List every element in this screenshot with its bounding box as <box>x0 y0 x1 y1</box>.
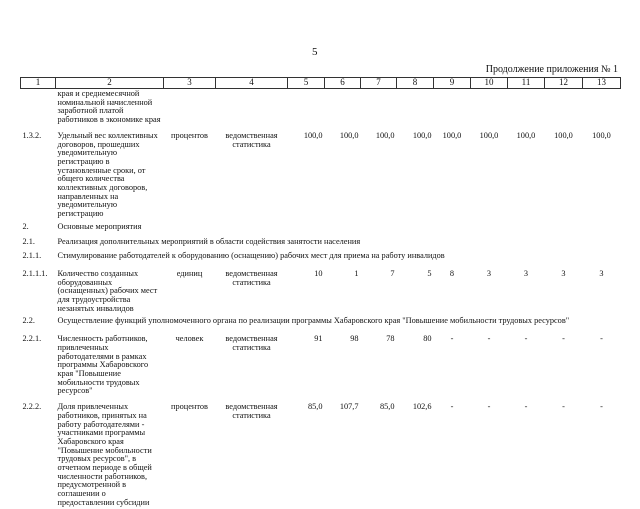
value-cell: 80 <box>423 334 432 344</box>
value-cell: 100,0 <box>375 130 395 140</box>
value-cell <box>325 89 361 126</box>
column-header: 13 <box>583 78 621 89</box>
indicator-row <box>21 397 621 508</box>
section-row <box>21 220 621 235</box>
indicator-name: Доля привлеченных работников, принятых на работу работодателями - участниками программы Хабаровского края "Повышение мобильности трудовых ресурсов", в отчетном периоде в общей численности работников, предусмотренной в соглашении о предоставлении субсидии <box>57 402 152 507</box>
indicator-row <box>21 329 621 397</box>
row-code: 1.3.2. <box>22 130 42 140</box>
value-cell: 100,0 <box>554 130 573 140</box>
value-cell: - <box>487 402 491 412</box>
value-cell: 3 <box>523 268 529 278</box>
row-code: 2. <box>22 221 29 231</box>
value-cell <box>288 89 325 126</box>
indicator-name: Численность работников, привлеченных работодателями в рамках программы Хабаровского края "Повышение мобильности трудовых ресурсов" <box>57 334 149 396</box>
value-cell: 98 <box>350 334 359 344</box>
row-code: 2.2. <box>22 316 35 326</box>
value-cell: 10 <box>314 268 323 278</box>
row-code: 2.1.1.1. <box>22 268 48 278</box>
value-cell: - <box>487 334 491 344</box>
indicator-name: Количество созданных оборудованных (оснащенных) рабочих мест для трудоустройства незанятых инвалидов <box>57 268 158 313</box>
indicator-name: Удельный вес коллективных договоров, прошедших уведомительную регистрацию в установленные сроки, от общего количества коллективных договоров, направленных на уведомительную регистрацию <box>57 130 158 219</box>
column-header: 11 <box>508 78 545 89</box>
column-header: 1 <box>21 78 56 89</box>
value-cell <box>397 89 434 126</box>
section-row <box>21 235 621 250</box>
value-cell: 91 <box>314 334 323 344</box>
value-cell: 107,7 <box>339 402 359 412</box>
source-cell: ведомственная статистика <box>225 130 278 149</box>
indicator-row <box>21 126 621 220</box>
value-cell: - <box>524 334 528 344</box>
value-cell: - <box>562 402 565 412</box>
value-cell: - <box>562 334 565 344</box>
column-header: 7 <box>361 78 397 89</box>
value-cell <box>583 89 621 126</box>
value-cell <box>471 89 508 126</box>
column-header: 4 <box>216 78 288 89</box>
value-cell: - <box>450 334 454 344</box>
source-cell <box>216 89 288 126</box>
value-cell <box>361 89 397 126</box>
value-cell: 100,0 <box>442 130 462 140</box>
value-cell: - <box>600 402 603 412</box>
column-header: 12 <box>545 78 583 89</box>
source-cell: ведомственная статистика <box>225 402 278 420</box>
indicators-table <box>20 77 621 509</box>
unit-cell: процентов <box>171 402 208 412</box>
unit-cell <box>164 89 216 126</box>
column-header: 5 <box>288 78 325 89</box>
value-cell: 102,6 <box>412 402 432 412</box>
column-header: 9 <box>434 78 471 89</box>
indicator-name: края и среднемесячной номинальной начисленной заработной платой работников в экономике края <box>57 89 161 125</box>
appendix-note: Продолжение приложения № 1 <box>485 64 618 75</box>
unit-cell: единиц <box>176 268 203 278</box>
unit-cell: процентов <box>171 130 208 140</box>
row-code: 2.2.2. <box>22 402 42 412</box>
value-cell: - <box>450 402 454 412</box>
column-header: 10 <box>471 78 508 89</box>
section-row <box>21 249 621 264</box>
section-title: Осуществление функций уполномоченного органа по реализации программы Хабаровского края "Повышение мобильности трудовых ресурсов" <box>57 316 570 326</box>
value-cell: 100,0 <box>479 130 499 140</box>
section-row <box>21 314 621 329</box>
value-cell: - <box>600 334 603 344</box>
column-header: 3 <box>164 78 216 89</box>
unit-cell: человек <box>175 334 204 344</box>
source-cell: ведомственная статистика <box>225 334 278 352</box>
section-title: Основные мероприятия <box>57 221 142 231</box>
value-cell: 7 <box>390 268 395 278</box>
value-cell: 1 <box>354 268 359 278</box>
value-cell: 100,0 <box>412 130 432 140</box>
value-cell: 78 <box>386 334 395 344</box>
column-header: 8 <box>397 78 434 89</box>
value-cell <box>434 89 471 126</box>
value-cell: 100,0 <box>592 130 611 140</box>
row-code: 2.2.1. <box>22 334 42 344</box>
value-cell: 3 <box>599 268 604 278</box>
value-cell: 8 <box>449 268 455 278</box>
value-cell: 85,0 <box>307 402 323 412</box>
value-cell: 3 <box>561 268 566 278</box>
row-code: 2.1. <box>22 236 35 246</box>
column-header: 6 <box>325 78 361 89</box>
value-cell: 100,0 <box>516 130 536 140</box>
value-cell: 85,0 <box>379 402 395 412</box>
column-header: 2 <box>56 78 164 89</box>
row-code <box>21 89 56 126</box>
section-title: Реализация дополнительных мероприятий в области содействия занятости населения <box>57 236 361 246</box>
value-cell <box>508 89 545 126</box>
continuation-row <box>21 89 621 126</box>
value-cell: 5 <box>427 268 432 278</box>
table-header-row <box>21 78 621 89</box>
row-code: 2.1.1. <box>22 251 42 261</box>
value-cell: 3 <box>486 268 492 278</box>
source-cell: ведомственная статистика <box>225 268 278 287</box>
value-cell: 100,0 <box>339 130 359 140</box>
section-title: Стимулирование работодателей к оборудованию (оснащению) рабочих мест для приема на работу инвалидов <box>57 251 445 261</box>
page-number: 5 <box>312 46 318 58</box>
value-cell <box>545 89 583 126</box>
indicator-row <box>21 264 621 315</box>
value-cell: 100,0 <box>303 130 323 140</box>
value-cell: - <box>524 402 528 412</box>
